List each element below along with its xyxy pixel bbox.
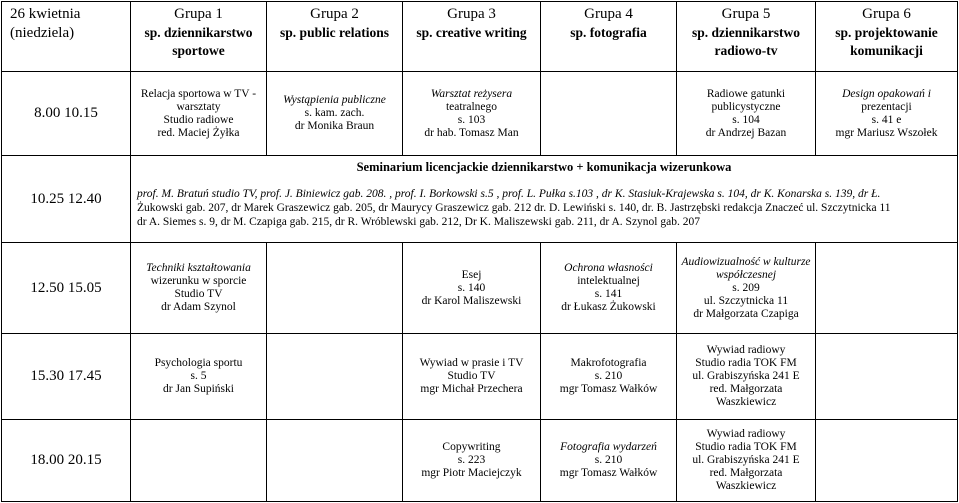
class-teacher: mgr Tomasz Wałków [559, 467, 658, 479]
seminar-line: dr A. Siemes s. 9, dr M. Czapiga gab. 215, dr R. Wróblewski gab. 212, Dr K. Maliszewski gab. 211, dr A. Szynol gab. 207 [137, 216, 700, 228]
date-weekday: (niedziela) [10, 25, 75, 41]
class-room: s. 140 [457, 281, 486, 294]
class-title: Esej [461, 268, 482, 281]
group-header-3 [403, 2, 541, 72]
class-title: Audiowizualność w kulturze [681, 255, 811, 268]
class-title: Wywiad radiowy [706, 344, 786, 356]
empty-cell [267, 334, 403, 420]
empty-cell [816, 334, 958, 420]
class-cell [403, 420, 541, 502]
class-cell [541, 334, 677, 420]
header-row [2, 2, 958, 72]
empty-cell [816, 243, 958, 334]
group-specialty: sp. creative writing [416, 25, 527, 40]
class-teacher: dr Karol Maliszewski [421, 294, 522, 307]
slot-row-5 [2, 420, 958, 502]
group-specialty: komunikacji [850, 43, 923, 58]
class-title: Radiowe gatunki [706, 87, 786, 100]
class-cell [403, 243, 541, 334]
class-cell [677, 72, 816, 156]
class-title: Copywriting [442, 441, 501, 453]
class-cell [677, 420, 816, 502]
group-header-6 [816, 2, 958, 72]
group-name: Grupa 2 [310, 6, 359, 22]
class-title: Design opakowań i [842, 87, 931, 100]
class-teacher: red. Maciej Żyłka [157, 126, 240, 139]
class-cell [541, 420, 677, 502]
group-name: Grupa 4 [584, 6, 633, 22]
class-room: Studio radia TOK FM [695, 357, 797, 369]
class-teacher: mgr Tomasz Wałków [559, 383, 658, 395]
class-cell [541, 243, 677, 334]
group-header-1 [131, 2, 267, 72]
group-header-5 [677, 2, 816, 72]
group-specialty: sp. dziennikarstwo [144, 25, 253, 40]
class-teacher: mgr Piotr Maciejczyk [421, 467, 522, 479]
class-title: Psychologia sportu [154, 357, 243, 369]
class-room: Studio TV [174, 288, 223, 300]
class-title: Wywiad radiowy [706, 428, 786, 440]
class-teacher: dr Andrzej Bazan [705, 126, 787, 139]
group-specialty: sp. public relations [280, 25, 389, 40]
time-cell: 10.25 12.40 [2, 156, 131, 243]
seminar-cell [131, 156, 958, 243]
time-cell: 18.00 20.15 [2, 420, 131, 502]
class-room: s. 223 [457, 454, 486, 466]
seminar-title: Seminarium licencjackie dziennikarstwo + komunikacja wizerunkowa [356, 160, 732, 174]
class-teacher: dr Monika Braun [294, 120, 375, 132]
time-cell: 8.00 10.15 [2, 72, 131, 156]
empty-cell [267, 420, 403, 502]
class-title: Warsztat reżysera [430, 87, 513, 100]
class-title: Wywiad w prasie i TV [419, 357, 524, 369]
group-name: Grupa 6 [862, 6, 911, 22]
slot-row-1 [2, 72, 958, 156]
class-title: publicystyczne [711, 100, 781, 113]
class-title: Techniki kształtowania [146, 262, 251, 274]
class-room: Studio radiowe [163, 113, 234, 126]
group-specialty: radiowo-tv [714, 43, 778, 58]
class-cell [677, 334, 816, 420]
seminar-line: Żukowski gab. 207, dr Marek Graszewicz gab. 205, dr Maurycy Graszewicz gab. 212 dr. D. Lewiński s. 140, dr. B. Jastrzębski redakcja Znaczeć ul. Szczytnicka 11 [137, 202, 891, 214]
class-room: s. 103 [457, 113, 486, 126]
class-room: s. 5 [190, 370, 207, 382]
class-cell [131, 243, 267, 334]
empty-cell [541, 72, 677, 156]
slot-row-2 [2, 156, 958, 243]
class-title: prezentacji [861, 100, 912, 113]
class-teacher: Waszkiewicz [715, 396, 777, 408]
seminar-line: prof. M. Bratuń studio TV, prof. J. Biniewicz gab. 208. , prof. I. Borkowski s.5 , prof. L. Pułka s.103 , dr K. Stasiuk-Krajewska s. 104, dr K. Konarska s. 139, dr Ł. [137, 188, 881, 200]
class-teacher: dr Jan Supiński [163, 383, 234, 395]
class-room: s. 104 [732, 113, 760, 126]
class-title: wizerunku w sporcie [150, 275, 247, 287]
class-teacher: mgr Michał Przechera [420, 383, 523, 395]
class-cell [267, 72, 403, 156]
class-room: Studio TV [447, 370, 496, 382]
group-specialty: sp. dziennikarstwo [691, 25, 801, 40]
class-title: warsztaty [176, 100, 221, 113]
class-room: s. 210 [594, 454, 623, 466]
slot-row-4 [2, 334, 958, 420]
class-room: s. 209 [732, 281, 760, 294]
group-header-2 [267, 2, 403, 72]
group-specialty: sp. projektowanie [835, 25, 938, 40]
group-name: Grupa 5 [721, 6, 771, 22]
group-name: Grupa 1 [174, 6, 223, 22]
class-teacher: red. Małgorzata [709, 383, 783, 395]
class-cell [403, 72, 541, 156]
class-teacher: dr hab. Tomasz Man [424, 126, 519, 139]
empty-cell [267, 243, 403, 334]
class-address: ul. Grabiszyńska 241 E [692, 454, 800, 466]
class-cell [131, 72, 267, 156]
group-header-4 [541, 2, 677, 72]
class-teacher: dr Małgorzata Czapiga [693, 307, 799, 320]
class-room: s. kam. zach. [304, 107, 365, 119]
class-teacher: red. Małgorzata [709, 467, 783, 479]
class-title: Ochrona własności [564, 262, 653, 274]
class-title: intelektualnej [577, 275, 640, 287]
class-address: ul. Grabiszyńska 241 E [692, 370, 800, 382]
group-specialty: sp. fotografia [570, 25, 647, 40]
time-cell: 12.50 15.05 [2, 243, 131, 334]
class-teacher: dr Adam Szynol [161, 301, 236, 313]
class-teacher: dr Łukasz Żukowski [561, 301, 656, 313]
class-room: s. 41 e [871, 113, 902, 126]
group-specialty: sportowe [172, 43, 225, 58]
class-title: Makrofotografia [570, 357, 647, 369]
class-room: Studio radia TOK FM [695, 441, 797, 453]
class-cell [677, 243, 816, 334]
class-room: s. 141 [594, 288, 623, 300]
class-title: Wystąpienia publiczne [283, 94, 386, 106]
group-name: Grupa 3 [447, 6, 496, 22]
class-cell [816, 72, 958, 156]
slot-row-3 [2, 243, 958, 334]
class-room: s. 210 [594, 370, 623, 382]
class-teacher: Waszkiewicz [715, 480, 777, 492]
class-title: współczesnej [715, 268, 777, 281]
class-cell [403, 334, 541, 420]
class-title: Relacja sportowa w TV - [140, 87, 257, 100]
class-cell [131, 334, 267, 420]
date-day: 26 kwietnia [10, 6, 81, 22]
class-address: ul. Szczytnicka 11 [703, 294, 789, 307]
schedule-table [1, 1, 958, 502]
class-title: teatralnego [445, 100, 498, 113]
empty-cell [131, 420, 267, 502]
class-title: Fotografia wydarzeń [560, 441, 657, 453]
date-cell [2, 2, 131, 72]
time-cell: 15.30 17.45 [2, 334, 131, 420]
empty-cell [816, 420, 958, 502]
class-teacher: mgr Mariusz Wszołek [835, 126, 938, 139]
